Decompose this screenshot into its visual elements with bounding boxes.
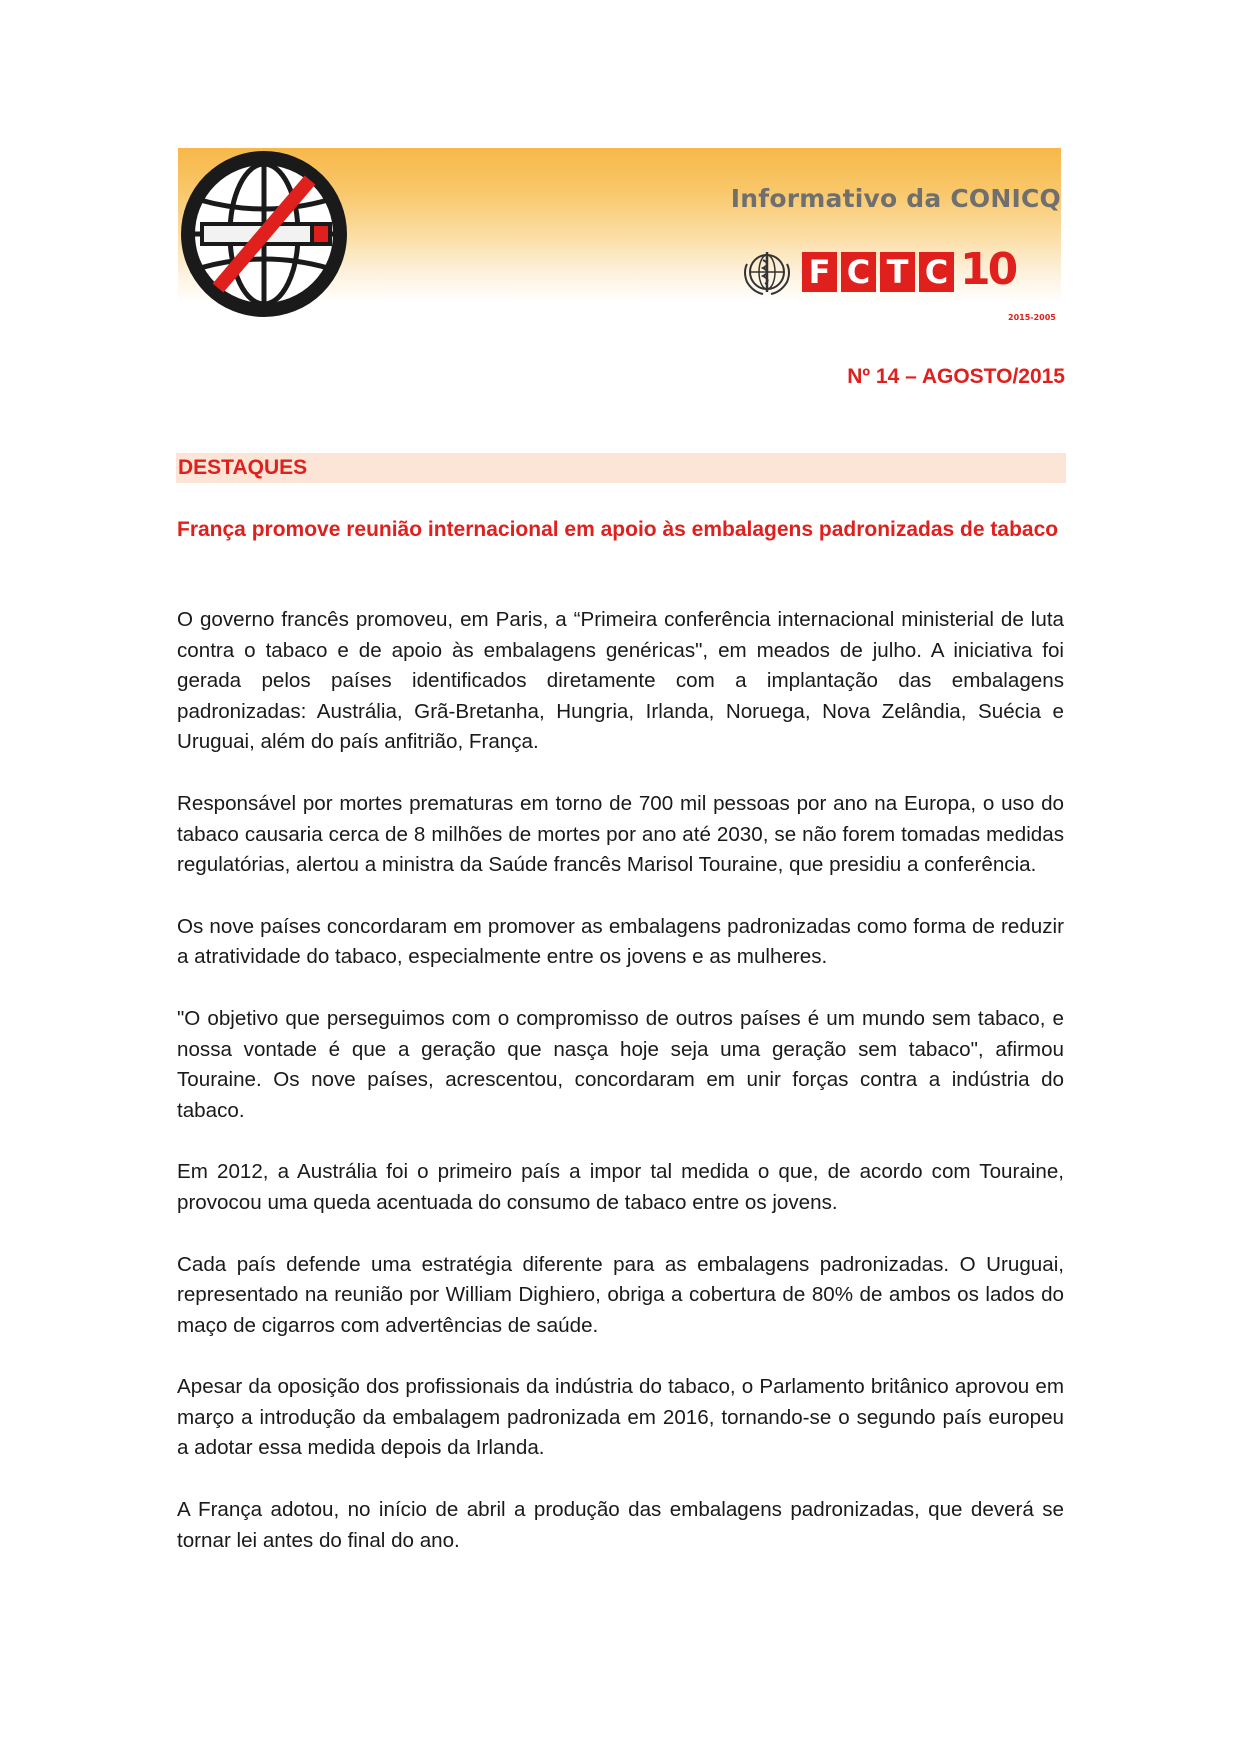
article-body	[177, 605, 1064, 1587]
fctc-letter: T	[880, 252, 915, 292]
issue-number: Nº 14 – AGOSTO/2015	[847, 365, 1065, 388]
fctc-10-logo	[802, 244, 1016, 295]
article-paragraph: Apesar da oposição dos profissionais da indústria do tabaco, o Parlamento britânico aprovou em março a introdução da embalagem padronizada em 2016, tornando-se o segundo país europeu a adotar essa medida depois da Irlanda.	[177, 1375, 1064, 1460]
section-label: DESTAQUES	[178, 456, 308, 479]
header-banner	[178, 148, 1061, 322]
fctc-years: 2015-2005	[1008, 313, 1056, 322]
fctc-letter: F	[802, 252, 837, 292]
article-headline: França promove reunião internacional em apoio às embalagens padronizadas de tabaco	[177, 518, 1059, 541]
article-paragraph: Os nove países concordaram em promover as embalagens padronizadas como forma de reduzir a atratividade do tabaco, especialmente entre os jovens e as mulheres.	[177, 914, 1064, 969]
section-bar	[176, 453, 1066, 483]
article-paragraph: Responsável por mortes prematuras em torno de 700 mil pessoas por ano na Europa, o uso do tabaco causaria cerca de 8 milhões de mortes por ano até 2030, se não forem tomadas medidas regulatórias, alertou a ministra da Saúde francês Marisol Touraine, que presidiu a conferência.	[177, 791, 1064, 877]
fctc-letter: C	[841, 252, 876, 292]
article-paragraph: "O objetivo que perseguimos com o compromisso de outros países é um mundo sem tabaco, e nossa vontade é que a geração que nasça hoje seja uma geração sem tabaco", afirmou Touraine. Os nove países, acrescentou, concordaram em unir forças contra a indústria do tabaco.	[177, 1006, 1064, 1122]
no-smoking-globe-logo-icon	[178, 148, 350, 320]
fctc-number: 10	[960, 244, 1016, 295]
article-paragraph: A França adotou, no início de abril a produção das embalagens padronizadas, que deverá se tornar lei antes do final do ano.	[177, 1498, 1064, 1552]
article-paragraph: Em 2012, a Austrália foi o primeiro país a impor tal medida o que, de acordo com Touraine, provocou uma queda acentuada do consumo de tabaco entre os jovens.	[177, 1160, 1064, 1214]
fctc-letter: C	[919, 252, 954, 292]
newsletter-title: Informativo da CONICQ	[730, 184, 1061, 213]
article-paragraph: O governo francês promoveu, em Paris, a “Primeira conferência internacional ministerial de luta contra o tabaco e de apoio às embalagens genéricas", em meados de julho. A iniciativa foi gerada pelos países identificados diretamente com a implantação das embalagens padronizadas: Austrália, Grã-Bretanha, Hungria, Irlanda, Noruega, Nova Zelândia, Suécia e Uruguai, além do país anfitrião, França.	[177, 608, 1064, 754]
who-emblem-icon	[741, 246, 793, 298]
article-paragraph: Cada país defende uma estratégia diferente para as embalagens padronizadas. O Uruguai, representado na reunião por William Dighiero, obriga a cobertura de 80% de ambos os lados do maço de cigarros com advertências de saúde.	[177, 1252, 1064, 1337]
